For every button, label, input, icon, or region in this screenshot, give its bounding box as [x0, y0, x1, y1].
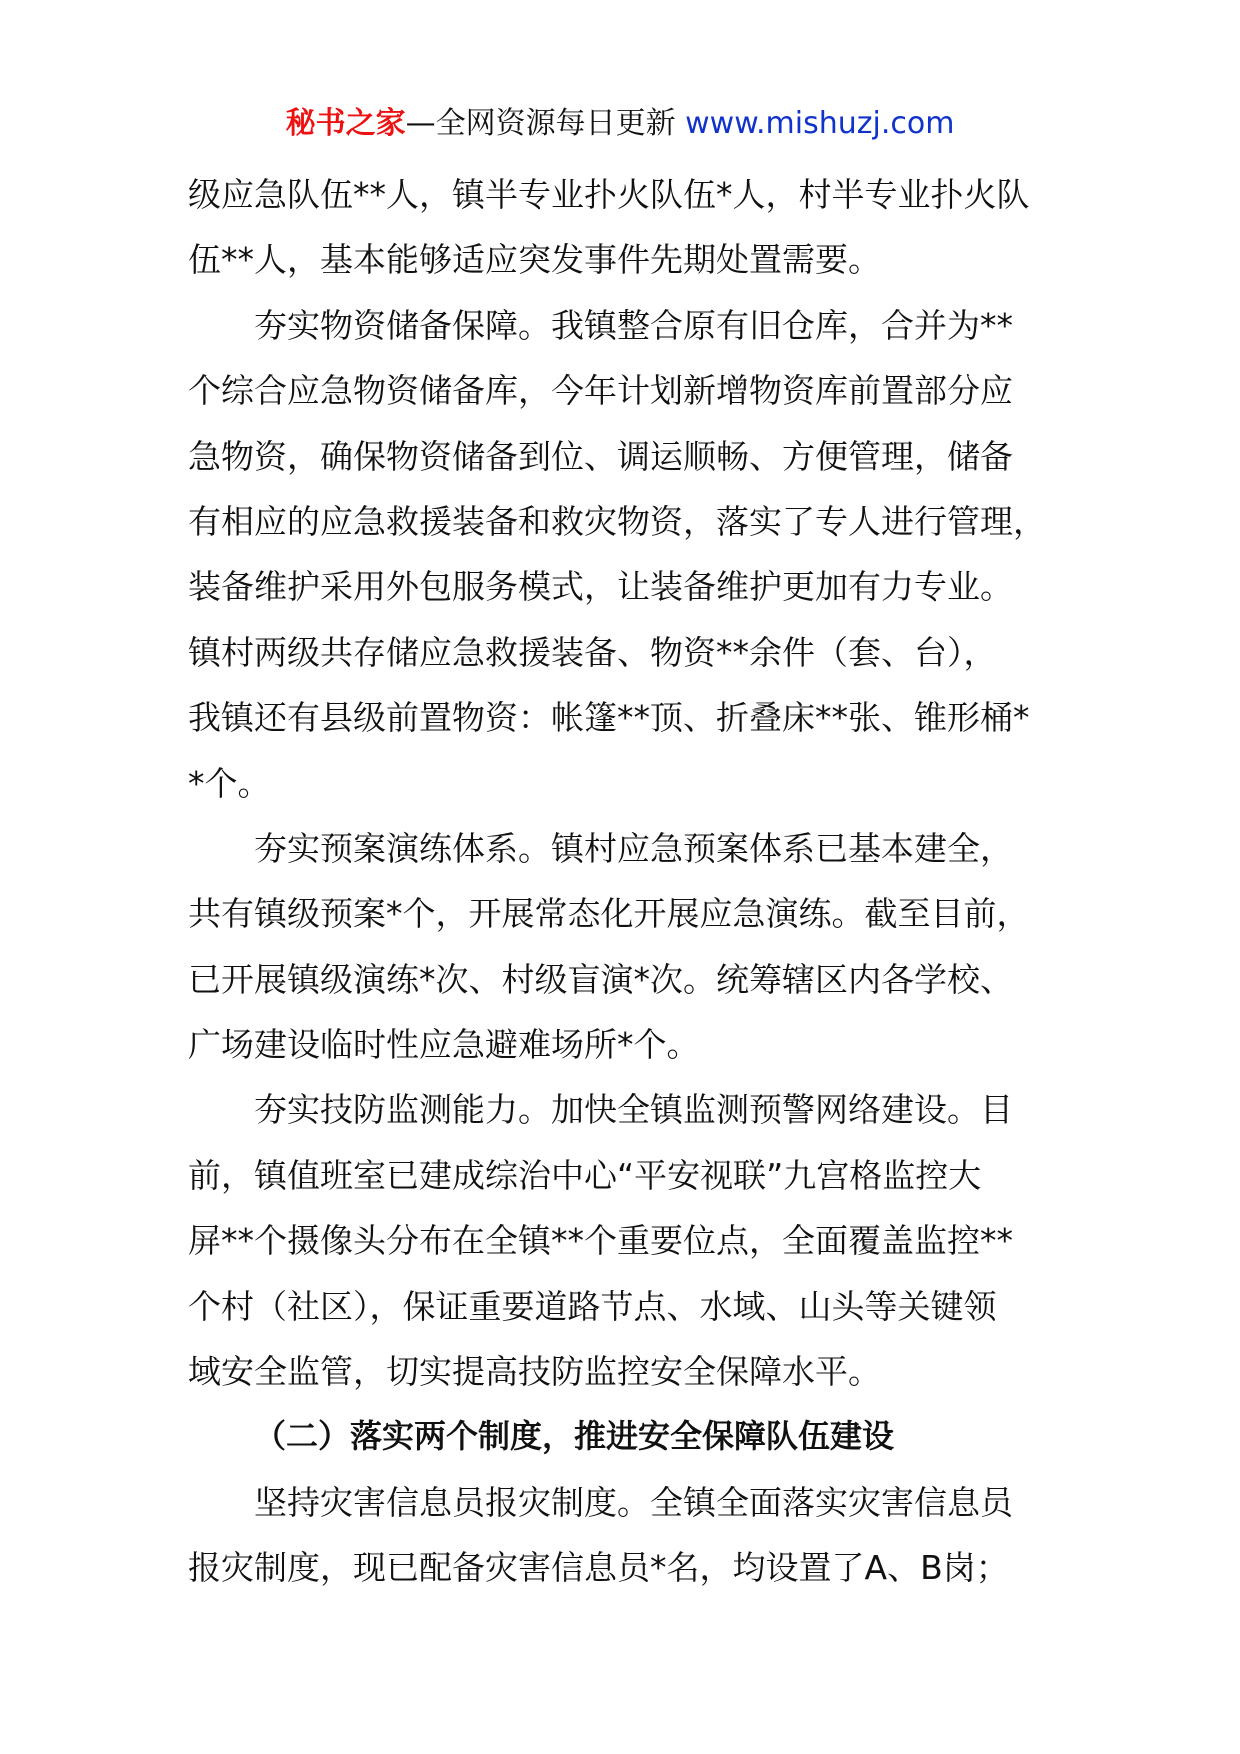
text-line: 我镇还有县级前置物资：帐篷**顶、折叠床**张、锥形桶* — [188, 698, 1030, 738]
paragraph-start-line: 坚持灾害信息员报灾制度。全镇全面落实灾害信息员 — [254, 1482, 1013, 1522]
text-line: 个综合应急物资储备库，今年计划新增物资库前置部分应 — [188, 371, 1013, 411]
paragraph-start-line: 夯实技防监测能力。加快全镇监测预警网络建设。目 — [254, 1090, 1013, 1130]
text-line: 级应急队伍**人，镇半专业扑火队伍*人，村半专业扑火队 — [188, 175, 1030, 214]
header-brand: 秘书之家 — [285, 106, 406, 141]
paragraph-start-line: 夯实预案演练体系。镇村应急预案体系已基本建全， — [254, 828, 1013, 868]
text-line: 个村（社区），保证重要道路节点、水域、山头等关键领 — [188, 1286, 997, 1326]
text-line: 已开展镇级演练*次、村级盲演*次。统筹辖区内各学校、 — [188, 959, 1013, 999]
text-line: 镇村两级共存储应急救援装备、物资**余件（套、台）， — [188, 632, 997, 672]
page-header — [0, 100, 1240, 148]
text-line: 有相应的应急救援装备和救灾物资，落实了专人进行管理， — [188, 501, 1046, 541]
header-slogan: —全网资源每日更新 — [405, 106, 686, 141]
paragraph-start-line: 夯实物资储备保障。我镇整合原有旧仓库，合并为** — [254, 305, 1013, 345]
text-line: 报灾制度，现已配备灾害信息员*名，均设置了A、B岗； — [188, 1548, 1009, 1588]
section-heading: （二）落实两个制度，推进安全保障队伍建设 — [254, 1417, 895, 1456]
text-line: 伍**人，基本能够适应突发事件先期处置需要。 — [188, 240, 881, 280]
text-line: 装备维护采用外包服务模式，让装备维护更加有力专业。 — [188, 567, 1013, 607]
text-line: 前，镇值班室已建成综治中心“平安视联”九宫格监控大 — [188, 1155, 982, 1195]
text-line: 共有镇级预案*个，开展常态化开展应急演练。截至目前， — [188, 894, 1030, 934]
text-line: 急物资，确保物资储备到位、调运顺畅、方便管理，储备 — [188, 436, 1013, 476]
text-line: 域安全监管，切实提高技防监控安全保障水平。 — [188, 1352, 881, 1392]
header-site-link[interactable]: www.mishuzj.com — [685, 106, 955, 141]
text-line: 广场建设临时性应急避难场所*个。 — [188, 1025, 700, 1065]
text-line: 屏**个摄像头分布在全镇**个重要位点，全面覆盖监控** — [188, 1221, 1013, 1261]
text-line: *个。 — [188, 763, 271, 803]
document-body — [188, 162, 1068, 1601]
